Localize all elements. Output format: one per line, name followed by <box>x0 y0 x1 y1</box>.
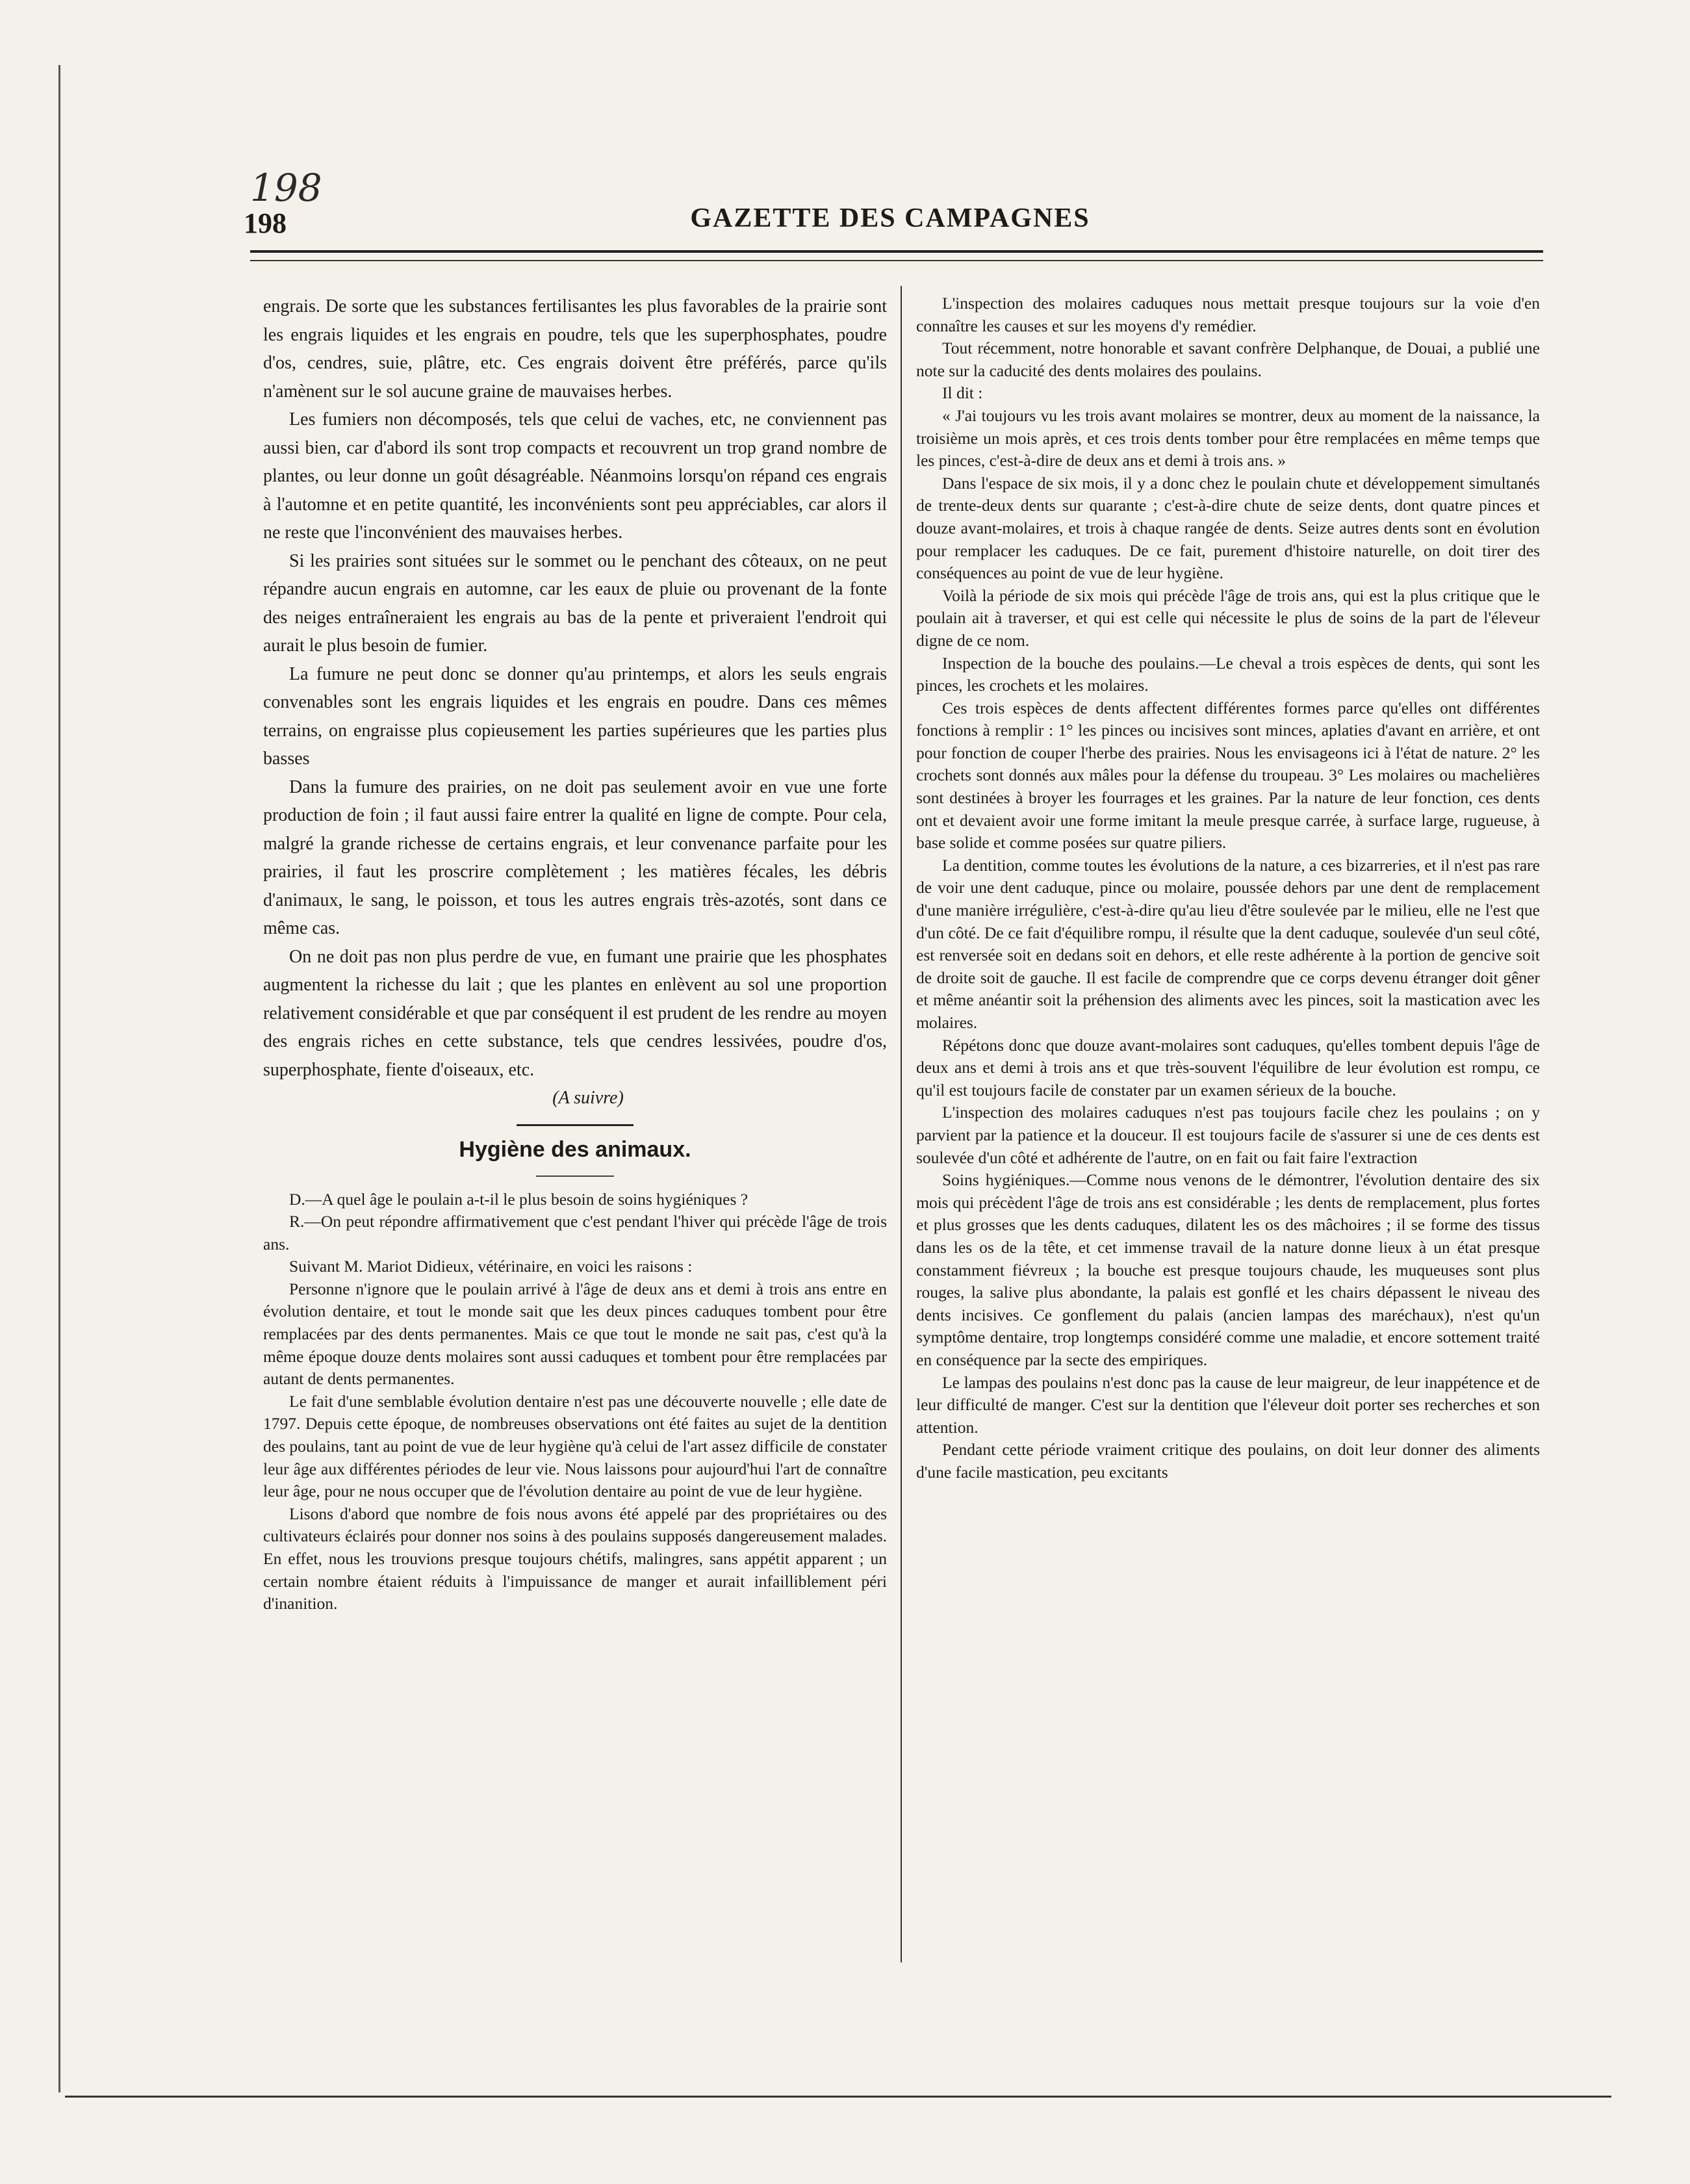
right-paragraph: La dentition, comme toutes les évolutions de la nature, a ces bizarreries, et il n'est pas rare de voir une dent caduque, pince ou molaire, poussée dehors par une dent de remplacement d'une manière irrégulière, c'est-à-dire qu'au lieu d'être soulevée par le milieu, elle ne l'est que d'un côté. De ce fait d'équilibre rompu, il résulte que la dent caduque, soulevée d'un seul côté, est renversée soit en dedans soit en dehors, et elle reste adhérente à la portion de gencive soit de droite soit de gauche. Il est facile de comprendre que ce corps devenu étranger doit gêner et même anéantir soit la préhension des aliments avec les pinces, soit la mastication avec les molaires. <box>916 855 1540 1032</box>
right-paragraph: Ces trois espèces de dents affectent différentes formes parce qu'elles ont différentes fonctions à remplir : 1° les pinces ou incisives sont minces, aplaties d'avant en arrière, et ont pour fonction de couper l'herbe des prairies. Nous les envisageons ici à l'état de nature. 2° les crochets sont donnés aux mâles pour la défense du troupeau. 3° Les molaires ou machelières sont destinées à broyer les fourrages et les graines. Par la nature de leur fonction, ces dents ont et devaient avoir une forme imitant la meule presque carrée, à surface large, rugueuse, à base solide et comme posées sur quatre piliers. <box>916 698 1540 853</box>
right-paragraph: Il dit : <box>942 383 983 403</box>
right-paragraph: Tout récemment, notre honorable et savant confrère Delphanque, de Douai, a publié une note sur la caducité des dents molaires des poulains. <box>916 339 1540 380</box>
masthead-title: GAZETTE DES CAMPAGNES <box>690 203 1090 233</box>
right-paragraph: Voilà la période de six mois qui précède l'âge de trois ans, qui est la plus critique que le poulain ait à traverser, et qui est celle qui nécessite le plus de soins de la part de l'éleveur digne de ce nom. <box>916 585 1540 650</box>
right-paragraph: Dans l'espace de six mois, il y a donc chez le poulain chute et développement simultanés de trente-deux dents sur quarante ; c'est-à-dire chute de seize dents, dont quatre pinces et douze avant-molaires, et trois à chaque rangée de dents. Seize autres dents sont en évolution pour remplacer les caduques. De ce fait, purement d'histoire naturelle, on doit tirer des conséquences au point de vue de leur hygiène. <box>916 473 1540 583</box>
header-rule-thin <box>250 260 1543 261</box>
section-paragraph: R.—On peut répondre affirmativement que c'est pendant l'hiver qui précède l'âge de trois ans. <box>263 1212 887 1253</box>
column-divider <box>901 286 902 1962</box>
section-paragraph: D.—A quel âge le poulain a-t-il le plus besoin de soins hygiéniques ? <box>289 1189 749 1209</box>
left-paragraph: Si les prairies sont situées sur le sommet ou le penchant des côteaux, on ne peut répandre aucun engrais en automne, car les eaux de pluie ou provenant de la fonte des neiges entraîneraient les engrais au bas de la pente et priveraient l'endroit qui aurait le plus besoin de fumier. <box>263 550 887 656</box>
section-paragraph: Suivant M. Mariot Didieux, vétérinaire, en voici les raisons : <box>289 1257 693 1276</box>
section-paragraph: Lisons d'abord que nombre de fois nous avons été appelé par des propriétaires ou des cultivateurs éclairés pour donner nos soins à des poulains supposés dangereusement malades. En effet, nous les trouvions presque toujours chétifs, malingres, sans appétit apparent ; un certain nombre étaient réduits à l'impuissance de manger et aurait infailliblement péri d'inanition. <box>263 1504 887 1613</box>
right-paragraph: L'inspection des molaires caduques nous mettait presque toujours sur la voie d'en connaître les causes et sur les moyens d'y remédier. <box>916 294 1540 335</box>
printed-page-number: 198 <box>244 207 287 239</box>
right-paragraph: « J'ai toujours vu les trois avant molaires se montrer, deux au moment de la naissance, la troisième un mois après, et ces trois dents tomber pour être remplacées en même temps que les pinces, c'est-à-dire de deux ans et demi à trois ans. » <box>916 405 1540 470</box>
page-edge-line <box>58 65 60 2092</box>
left-paragraph: On ne doit pas non plus perdre de vue, en fumant une prairie que les phosphates augmentent la richesse du lait ; que les plantes en enlèvent au sol une proportion relativement considérable et que par conséquent il est prudent de les rendre au moyen des engrais riches en cette substance, tels que cendres lessivées, poudre d'os, superphosphate, fiente d'oiseaux, etc. <box>263 946 887 1080</box>
right-paragraph: Répétons donc que douze avant-molaires sont caduques, qu'elles tombent depuis l'âge de deux ans et demi à trois ans et que très-souvent l'équilibre de leur évolution est rompu, ce qu'il est toujours facile de constater par un examen sérieux de la bouche. <box>916 1035 1540 1099</box>
section-paragraph: Le fait d'une semblable évolution dentaire n'est pas une découverte nouvelle ; elle date de 1797. Depuis cette époque, de nombreuses observations ont été faites au sujet de la dentition des poulains, tant au point de vue de leur hygiène qu'à celui de l'art assez difficile de constater leur âge aux différentes périodes de leur vie. Nous laissons pour aujourd'hui l'art de connaître leur âge, pour ne nous occuper que de l'évolution dentaire au point de vue de leur hygiène. <box>263 1391 887 1501</box>
right-paragraph: Le lampas des poulains n'est donc pas la cause de leur maigreur, de leur inappétence et de leur difficulté de manger. C'est sur la dentition que l'éleveur doit porter ses recherches et son attention. <box>916 1372 1540 1437</box>
left-paragraph: Dans la fumure des prairies, on ne doit pas seulement avoir en vue une forte production de foin ; il faut aussi faire entrer la qualité en ligne de compte. Pour cela, malgré la grande richesse de certains engrais, et leur convenance parfaite pour les prairies, il faut les proscrire complètement ; les matières fécales, les débris d'animaux, le sang, le poisson, et tous les autres engrais très-azotés, sont dans ce même cas. <box>263 777 887 938</box>
right-paragraph: Pendant cette période vraiment critique des poulains, on doit leur donner des aliments d'une facile mastication, peu excitants <box>916 1440 1540 1482</box>
left-column <box>263 292 887 1615</box>
left-paragraph: Les fumiers non décomposés, tels que celui de vaches, etc, ne conviennent pas aussi bien, car d'abord ils sont trop compacts et recouvrent un trop grand nombre de plantes, ou leur donne un goût désagréable. Néanmoins lorsqu'on répand ces engrais à l'automne et en petite quantité, les inconvénients sont peu appréciables, car alors il ne reste que l'inconvénient des mauvaises herbes. <box>263 409 887 543</box>
header-rule <box>250 250 1543 253</box>
right-paragraph: Inspection de la bouche des poulains.—Le cheval a trois espèces de dents, qui sont les pinces, les crochets et les molaires. <box>916 653 1540 695</box>
section-paragraph: Personne n'ignore que le poulain arrivé à l'âge de deux ans et demi à trois ans entre en évolution dentaire, et tout le monde sait que les deux pinces caduques tombent pour être remplacées par des dents permanentes. Mais ce que tout le monde ne sait pas, c'est qu'à la même époque douze dents molaires sont aussi caduques et tombent pour être remplacées par autant de dents permanentes. <box>263 1279 887 1389</box>
section-rule-small <box>536 1176 614 1177</box>
handwritten-page-number: 198 <box>250 166 322 210</box>
left-paragraph: engrais. De sorte que les substances fertilisantes les plus favorables de la prairie sont les engrais liquides et les engrais en poudre, tels que les superphosphates, poudre d'os, cendres, suie, plâtre, etc. Ces engrais doivent être préférés, parce qu'ils n'amènent sur le sol aucune graine de mauvaises herbes. <box>263 296 887 402</box>
to-be-continued: (A suivre) <box>552 1088 624 1108</box>
page-bottom-rule <box>65 2096 1611 2098</box>
right-column <box>916 292 1540 1484</box>
section-body <box>263 1188 887 1615</box>
right-paragraph: L'inspection des molaires caduques n'est pas toujours facile chez les poulains ; on y parvient par la patience et la douceur. Il est toujours facile de s'assurer si une de ces dents est soulevée d'un côté et adhérente de l'autre, on en fait ou fait faire l'extraction <box>916 1103 1540 1167</box>
section-rule <box>517 1124 634 1126</box>
section-title: Hygiène des animaux. <box>459 1137 691 1162</box>
left-paragraph: La fumure ne peut donc se donner qu'au printemps, et alors les seuls engrais convenables sont les engrais liquides et les engrais en poudre. Dans ces mêmes terrains, on engraisse plus copieusement les parties supérieures que les parties plus basses <box>263 663 887 769</box>
right-paragraph: Soins hygiéniques.—Comme nous venons de le démontrer, l'évolution dentaire des six mois qui précèdent l'âge de trois ans est considérable ; les dents de remplacement, plus fortes et plus grosses que les dents caduques, dilatent les os des mâchoires ; il se forme des tissus dans les os de la tête, et cet immense travail de la nature donne lieux à un état presque constamment fiévreux ; la bouche est presque toujours chaude, les muqueuses sont plus rouges, la salive plus abondante, la palais est gonflé et les chairs dépassent le niveau des dents incisives. Ce gonflement du palais (ancien lampas des maréchaux), n'est qu'un symptôme dentaire, trop longtemps considéré comme une maladie, et encore sottement traité en conséquence par la secte des empiriques. <box>916 1170 1540 1369</box>
